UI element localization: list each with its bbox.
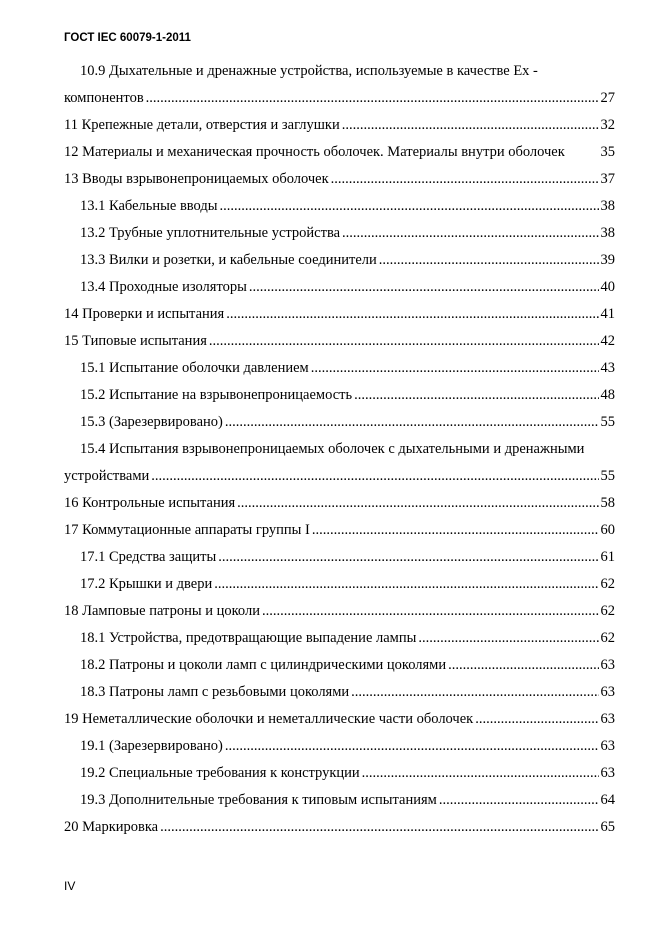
toc-entry-page: 37: [600, 171, 615, 187]
toc-entry-title: 19.3 Дополнительные требования к типовым испытаниям: [80, 792, 437, 808]
dot-leader: [379, 247, 599, 274]
toc-entry[interactable]: [64, 814, 615, 841]
dot-leader: [225, 409, 599, 436]
toc-entry-title: 12 Материалы и механическая прочность оболочек. Материалы внутри оболочек: [64, 144, 565, 160]
toc-entry[interactable]: [64, 490, 615, 517]
toc-entry-page: 55: [600, 414, 615, 430]
dot-leader: [351, 679, 598, 706]
toc-entry-title: 17.1 Средства защиты: [80, 549, 217, 565]
toc-entry-page: 63: [600, 657, 615, 673]
table-of-contents: [64, 58, 615, 841]
dot-leader: [226, 301, 598, 328]
toc-entry[interactable]: [64, 517, 615, 544]
toc-entry-title: 15.4 Испытания взрывонепроницаемых оболочек с дыхательными и дренажными: [80, 441, 585, 457]
dot-leader: [214, 571, 598, 598]
toc-entry-page: 38: [600, 198, 615, 214]
toc-entry[interactable]: [64, 571, 615, 598]
toc-entry-title: 13.1 Кабельные вводы: [80, 198, 218, 214]
toc-entry-title: 17 Коммутационные аппараты группы I: [64, 522, 310, 538]
toc-entry-title: 11 Крепежные детали, отверстия и заглушки: [64, 117, 340, 133]
dot-leader: [225, 733, 599, 760]
dot-leader: [331, 166, 599, 193]
dot-leader: [262, 598, 599, 625]
toc-entry-page: 60: [600, 522, 615, 538]
toc-entry-title: 18.1 Устройства, предотвращающие выпадение лампы: [80, 630, 417, 646]
toc-entry-title: 13.4 Проходные изоляторы: [80, 279, 247, 295]
toc-entry-title: 15.3 (Зарезервировано): [80, 414, 223, 430]
toc-entry-page: 63: [600, 765, 615, 781]
toc-entry-page: 42: [600, 333, 615, 349]
toc-entry-title: 13.2 Трубные уплотнительные устройства: [80, 225, 341, 241]
toc-entry-title: 18 Ламповые патроны и цоколи: [64, 603, 260, 619]
dot-leader: [209, 328, 599, 355]
toc-entry[interactable]: [64, 85, 615, 112]
toc-entry-title: 19.1 (Зарезервировано): [80, 738, 223, 754]
toc-entry-page: 61: [600, 549, 615, 565]
toc-entry-title: 16 Контрольные испытания: [64, 495, 236, 511]
dot-leader: [160, 814, 598, 841]
toc-entry[interactable]: [64, 706, 615, 733]
toc-entry-page: 55: [600, 468, 615, 484]
toc-entry-title: 14 Проверки и испытания: [64, 306, 225, 322]
toc-entry-page: 41: [600, 306, 615, 322]
toc-entry-page: 58: [600, 495, 615, 511]
dot-leader: [311, 355, 599, 382]
toc-entry[interactable]: [64, 436, 615, 463]
dot-leader: [151, 463, 598, 490]
toc-entry[interactable]: [64, 247, 615, 274]
toc-entry[interactable]: [64, 760, 615, 787]
toc-entry[interactable]: [64, 355, 615, 382]
dot-leader: [342, 220, 598, 247]
toc-entry-page: 48: [600, 387, 615, 403]
toc-entry-page: 40: [600, 279, 615, 295]
toc-entry-page: 38: [600, 225, 615, 241]
dot-leader: [220, 193, 599, 220]
toc-entry-title: 18.3 Патроны ламп с резьбовыми цоколями: [80, 684, 350, 700]
toc-entry[interactable]: [64, 625, 615, 652]
toc-entry-page: 62: [600, 576, 615, 592]
dot-leader: [448, 652, 598, 679]
toc-entry-title: 13 Вводы взрывонепроницаемых оболочек: [64, 171, 329, 187]
toc-entry-page: 63: [600, 684, 615, 700]
toc-entry[interactable]: [64, 328, 615, 355]
toc-entry[interactable]: [64, 652, 615, 679]
toc-entry-title: 15.1 Испытание оболочки давлением: [80, 360, 309, 376]
toc-entry-title: 15 Типовые испытания: [64, 333, 207, 349]
toc-entry[interactable]: [64, 166, 615, 193]
dot-leader: [362, 760, 599, 787]
toc-entry[interactable]: [64, 220, 615, 247]
toc-entry[interactable]: [64, 463, 615, 490]
dot-leader: [418, 625, 598, 652]
toc-entry-title: 17.2 Крышки и двери: [80, 576, 213, 592]
toc-entry-title: 13.3 Вилки и розетки, и кабельные соединители: [80, 252, 377, 268]
toc-entry-title: 15.2 Испытание на взрывонепроницаемость: [80, 387, 353, 403]
toc-entry[interactable]: [64, 274, 615, 301]
toc-entry-page: 27: [600, 90, 615, 106]
toc-entry[interactable]: [64, 112, 615, 139]
document-header: ГОСТ IEC 60079-1-2011: [64, 32, 191, 44]
toc-entry-title: устройствами: [64, 468, 150, 484]
toc-entry-page: 63: [600, 738, 615, 754]
toc-entry-title: компонентов: [64, 90, 144, 106]
toc-entry-title: 18.2 Патроны и цоколи ламп с цилиндрическими цоколями: [80, 657, 447, 673]
toc-entry-page: 39: [600, 252, 615, 268]
toc-entry[interactable]: [64, 139, 615, 166]
dot-leader: [342, 112, 599, 139]
dot-leader: [237, 490, 598, 517]
dot-leader: [475, 706, 598, 733]
toc-entry-page: 35: [600, 144, 615, 160]
toc-entry-page: 62: [600, 603, 615, 619]
toc-entry-page: 43: [600, 360, 615, 376]
dot-leader: [354, 382, 598, 409]
dot-leader: [218, 544, 598, 571]
toc-entry[interactable]: [64, 409, 615, 436]
toc-entry[interactable]: [64, 58, 615, 85]
toc-entry-title: 20 Маркировка: [64, 819, 159, 835]
toc-entry-page: 64: [600, 792, 615, 808]
toc-entry-page: 65: [600, 819, 615, 835]
toc-entry-page: 62: [600, 630, 615, 646]
toc-entry[interactable]: [64, 679, 615, 706]
dot-leader: [439, 787, 599, 814]
dot-leader: [146, 85, 599, 112]
toc-entry-title: 19 Неметаллические оболочки и неметаллические части оболочек: [64, 711, 474, 727]
toc-entry-title: 19.2 Специальные требования к конструкции: [80, 765, 360, 781]
toc-entry[interactable]: [64, 787, 615, 814]
toc-entry[interactable]: [64, 598, 615, 625]
toc-entry-title: 10.9 Дыхательные и дренажные устройства, используемые в качестве Ex -: [80, 63, 538, 79]
toc-entry-page: 32: [600, 117, 615, 133]
toc-entry[interactable]: [64, 544, 615, 571]
dot-leader: [249, 274, 599, 301]
toc-entry[interactable]: [64, 193, 615, 220]
dot-leader: [312, 517, 599, 544]
toc-entry-page: 63: [600, 711, 615, 727]
toc-entry[interactable]: [64, 382, 615, 409]
toc-entry[interactable]: [64, 733, 615, 760]
toc-entry[interactable]: [64, 301, 615, 328]
page-number: IV: [64, 879, 76, 893]
